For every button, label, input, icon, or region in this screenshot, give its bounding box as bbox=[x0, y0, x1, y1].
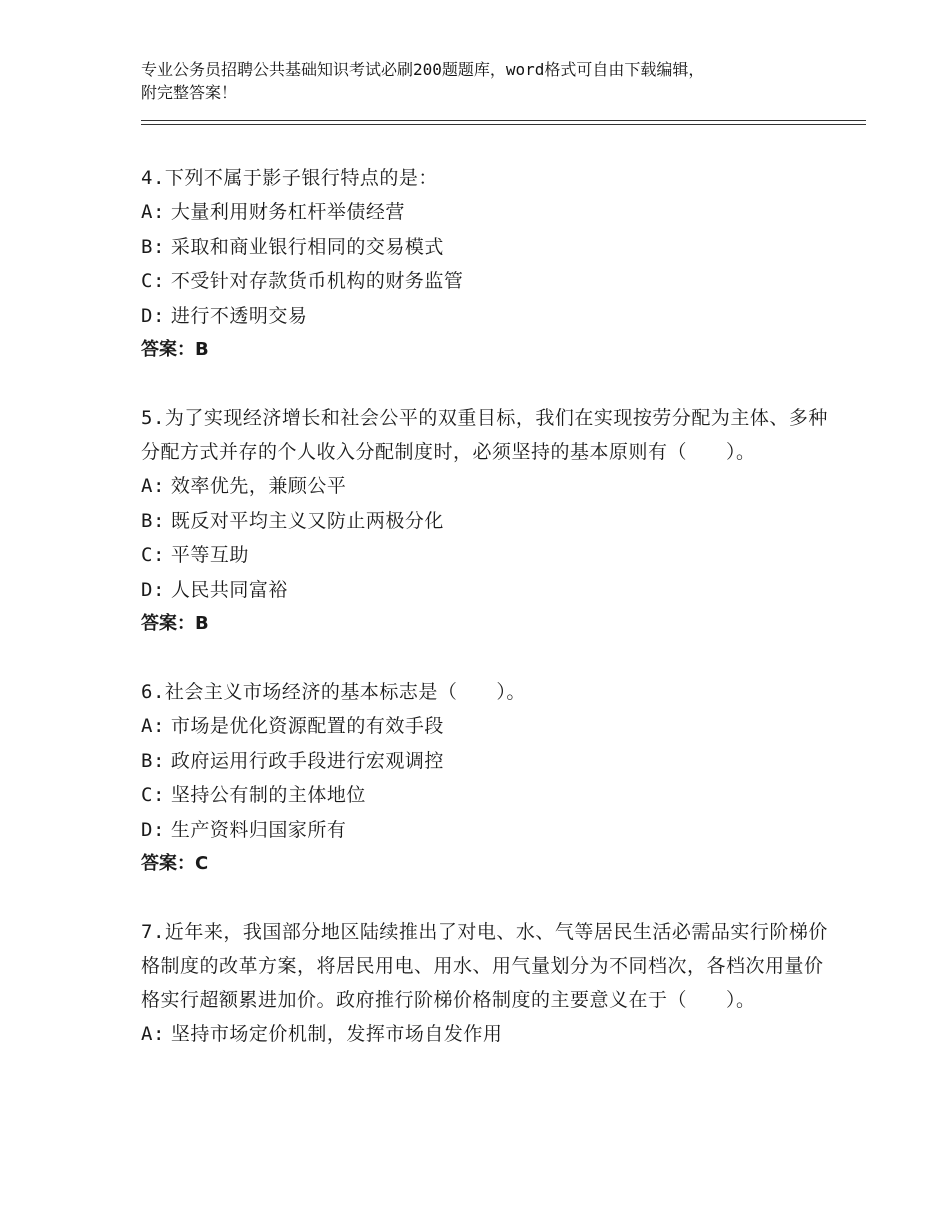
question-6 bbox=[141, 675, 831, 881]
option-letter: B: bbox=[141, 509, 165, 532]
question-7 bbox=[141, 915, 831, 1052]
option-a bbox=[141, 709, 831, 744]
option-text: 既反对平均主义又防止两极分化 bbox=[170, 509, 444, 532]
option-text: 市场是优化资源配置的有效手段 bbox=[170, 715, 444, 737]
header-line-1: 专业公务员招聘公共基础知识考试必刷200题题库，word格式可自由下载编辑， bbox=[141, 60, 705, 79]
option-text: 人民共同富裕 bbox=[170, 578, 288, 601]
option-letter: B: bbox=[141, 749, 165, 772]
question-4 bbox=[141, 161, 831, 367]
option-a bbox=[141, 1017, 831, 1052]
option-letter: C: bbox=[141, 544, 165, 566]
option-text: 坚持市场定价机制，发挥市场自发作用 bbox=[170, 1023, 503, 1045]
option-text: 坚持公有制的主体地位 bbox=[170, 784, 366, 806]
option-text: 不受针对存款货币机构的财务监管 bbox=[170, 270, 464, 292]
option-text: 大量利用财务杠杆举债经营 bbox=[170, 201, 405, 223]
option-c bbox=[141, 778, 831, 813]
option-text: 生产资料归国家所有 bbox=[170, 818, 347, 841]
option-b bbox=[141, 504, 831, 539]
option-letter: B: bbox=[141, 235, 165, 258]
question-stem: 5.为了实现经济增长和社会公平的双重目标，我们在实现按劳分配为主体、多种分配方式并存的个人收入分配制度时，必须坚持的基本原则有（ ）。 bbox=[141, 407, 828, 463]
question-stem: 7.近年来，我国部分地区陆续推出了对电、水、气等居民生活必需品实行阶梯价格制度的改革方案，将居民用电、用水、用气量划分为不同档次，各档次用量价格实行超额累进加价。政府推行阶梯价格制度的主要意义在于（ ）。 bbox=[141, 921, 828, 1011]
option-text: 政府运用行政手段进行宏观调控 bbox=[170, 749, 444, 772]
option-a bbox=[141, 469, 831, 504]
option-letter: D: bbox=[141, 818, 165, 841]
question-list bbox=[141, 161, 831, 1086]
option-b bbox=[141, 744, 831, 779]
answer-line: 答案：B bbox=[141, 339, 209, 360]
answer-line: 答案：B bbox=[141, 613, 209, 634]
question-5 bbox=[141, 401, 831, 641]
option-c bbox=[141, 538, 831, 573]
option-letter: A: bbox=[141, 201, 165, 223]
option-text: 平等互助 bbox=[170, 544, 249, 566]
header-divider-top bbox=[141, 120, 866, 121]
option-letter: C: bbox=[141, 270, 165, 292]
option-b bbox=[141, 230, 831, 265]
option-letter: C: bbox=[141, 784, 165, 806]
option-d bbox=[141, 573, 831, 608]
option-d bbox=[141, 299, 831, 334]
option-a bbox=[141, 195, 831, 230]
document-header bbox=[141, 58, 841, 104]
header-line-2: 附完整答案！ bbox=[141, 83, 238, 102]
option-letter: D: bbox=[141, 578, 165, 601]
option-d bbox=[141, 813, 831, 848]
option-text: 效率优先，兼顾公平 bbox=[170, 475, 347, 497]
question-stem: 6.社会主义市场经济的基本标志是（ ）。 bbox=[141, 681, 526, 703]
header-divider-bottom bbox=[141, 124, 866, 125]
option-letter: A: bbox=[141, 715, 165, 737]
answer-line: 答案：C bbox=[141, 853, 209, 874]
option-letter: D: bbox=[141, 304, 165, 327]
option-text: 进行不透明交易 bbox=[170, 304, 308, 327]
option-c bbox=[141, 264, 831, 299]
option-letter: A: bbox=[141, 1023, 165, 1045]
option-letter: A: bbox=[141, 475, 165, 497]
option-text: 采取和商业银行相同的交易模式 bbox=[170, 235, 444, 258]
question-stem: 4.下列不属于影子银行特点的是： bbox=[141, 167, 438, 189]
